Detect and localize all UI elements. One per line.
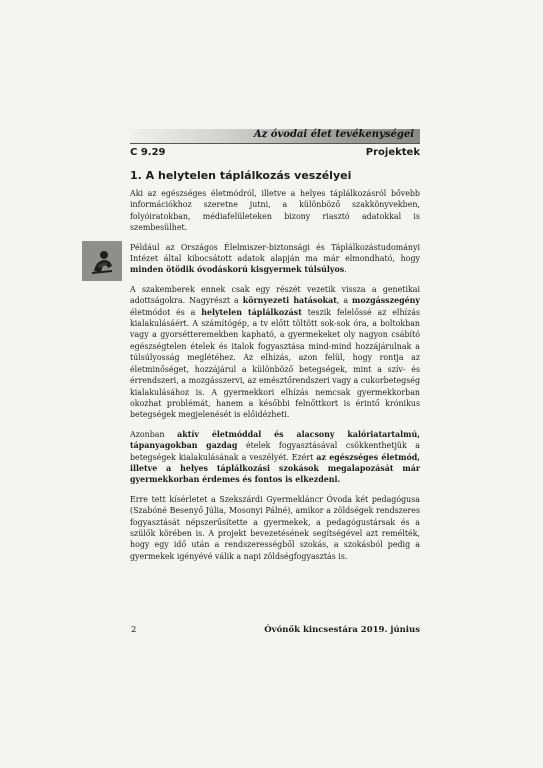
emphasis-text: minden ötödik óvodáskorú kisgyermek túlsúlyos bbox=[130, 265, 345, 275]
page-number: 2 bbox=[131, 625, 137, 635]
emphasis-text: helytelen táplálkozást bbox=[201, 307, 302, 317]
section-label: Projektek bbox=[365, 147, 420, 158]
paragraph bbox=[130, 242, 420, 276]
emphasis-text: aktív életmóddal és alacsony kalóriatartalmú, tápanyagokban gazdag bbox=[130, 429, 420, 451]
paragraph bbox=[130, 429, 420, 486]
paragraph-text: teszik felelőssé az elhízás kialakulásáért. A számítógép, a tv előtt töltött sok-sok óra, a boltokban vagy a gyorsétteremekben kapható, a gyermekeket oly nagyon csábító egészségtelen ételek és italok fogyasztása mind-mind hozzájárulnak a túlsúlyosság meglétéhez. Az elhízás, azon felül, hogy rontja az életminőséget, hozzájárul a különböző betegségek, mint a szív- és érrendszeri, a mozgásszervi, az emésztőrendszeri vagy a cukorbetegség kialakulásához is. A gyermekkori elhízás nemcsak gyermekkorban okozhat problémát, hanem a későbbi felnőttkort is érintő krónikus betegségek megjelenését is előidézheti. bbox=[130, 307, 420, 420]
article-body bbox=[130, 188, 420, 570]
article-title: 1. A helytelen táplálkozás veszélyei bbox=[130, 169, 352, 182]
header-rule bbox=[130, 143, 420, 144]
article-code: C 9.29 bbox=[130, 147, 166, 158]
paragraph bbox=[130, 188, 420, 234]
paragraph bbox=[130, 284, 420, 421]
paragraph-text: A szakemberek ennek csak egy részét vezetik vissza a genetikai adottságokra. Nagyrészt a bbox=[130, 284, 420, 306]
paragraph-text: Azonban bbox=[130, 429, 178, 439]
paragraph-text: Erre tett kísérletet a Szekszárdi Gyermekláncr Óvoda két pedagógusa (Szabóné Besenyő Júlia, Mosonyi Pálné), amikor a zöldségek rendszeres fogyasztását népszerűsítette a gyermekek, a pedagógustársak és a szülők körében is. A projekt bevezetésének segítségével azt remélték, hogy egy idő után a rendszerességből szokás, a szokásból pedig a gyermekek igényévé válik a napi zöldségfogyasztás is. bbox=[130, 494, 420, 561]
emphasis-text: környezeti hatásokat bbox=[242, 296, 337, 306]
child-reading-icon bbox=[82, 241, 122, 281]
paragraph bbox=[130, 494, 420, 562]
running-title: Az óvodai élet tevékenységei bbox=[253, 129, 414, 140]
paragraph-text: . bbox=[344, 265, 347, 275]
paragraph-text: , a bbox=[336, 296, 353, 306]
running-header-band bbox=[130, 129, 420, 143]
paragraph-text: Például az Országos Élelmiszer-biztonsági és Táplálkozástudományi Intézet által kibocsátott adatok alapján ma már elmondható, hogy bbox=[130, 242, 420, 264]
emphasis-text: mozgásszegény bbox=[352, 296, 420, 306]
paragraph-text: Aki az egészséges életmódról, illetve a helyes táplálkozásról bővebb információkhoz szeretne jutni, a különböző szakkönyvekben, folyóiratokban, médiafelületeken bizony riasztó adatokkal is szembesülhet. bbox=[130, 189, 420, 233]
paragraph-text: ételek fogyasztásával csökkenthetjük a betegségek kialakulásának a veszélyét. Ezért bbox=[130, 441, 420, 462]
paragraph-text: életmódot és a bbox=[130, 307, 202, 317]
journal-issue: Óvónők kincsestára 2019. június bbox=[264, 625, 420, 635]
emphasis-text: az egészséges életmód, illetve a helyes táplálkozási szokások megalapozását már gyermekkorban érdemes és fontos is elkezdeni. bbox=[130, 452, 420, 485]
